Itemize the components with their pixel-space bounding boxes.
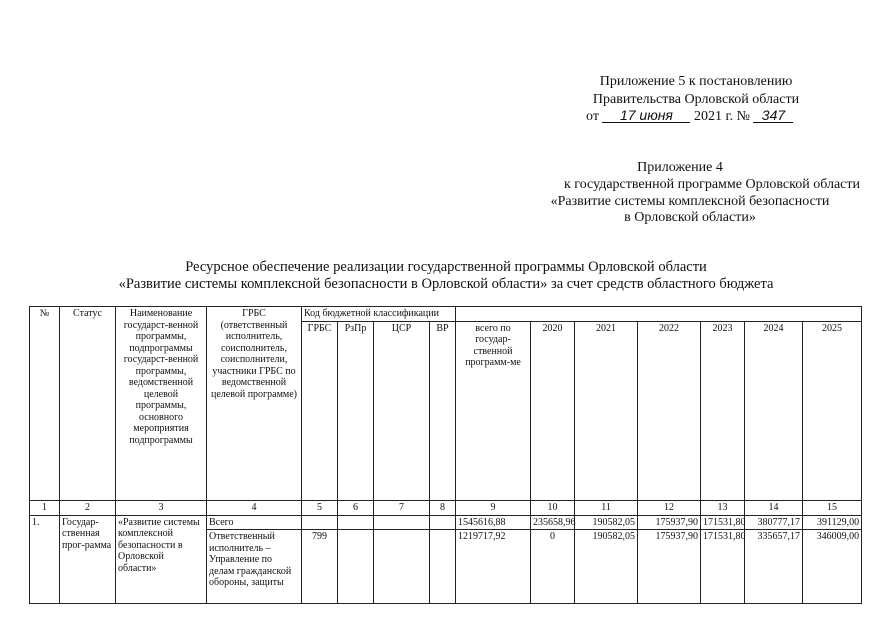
header-status: Статус — [60, 307, 116, 501]
col-number: 4 — [207, 500, 302, 515]
resource-table — [29, 306, 862, 604]
row-total-2025: 391129,00 — [803, 515, 862, 530]
col-number: 12 — [638, 500, 701, 515]
row-executor-sum: 1219717,92 — [456, 530, 531, 604]
row-executor-2024: 335657,17 — [745, 530, 803, 604]
document-title-line2: «Развитие системы комплексной безопасности в Орловской области» за счет средств областного бюджета — [118, 276, 774, 292]
row-status: Государ-ственная прог-рамма — [60, 515, 116, 604]
col-number: 13 — [701, 500, 745, 515]
row-total-2021: 190582,05 — [575, 515, 638, 530]
row-executor-2022: 175937,90 — [638, 530, 701, 604]
row-executor-2021: 190582,05 — [575, 530, 638, 604]
row-total-2022: 175937,90 — [638, 515, 701, 530]
row-executor-rzpr — [338, 530, 374, 604]
appendix4-line1: Приложение 4 — [637, 160, 723, 175]
row-program-name: «Развитие системы комплексной безопасности в Орловской области» — [116, 515, 207, 604]
handwritten-date: 17 июня — [602, 108, 690, 123]
row-num: 1. — [30, 515, 60, 604]
header-budget-code: Код бюджетной классификации — [302, 307, 456, 322]
col-number: 3 — [116, 500, 207, 515]
row-total-grbs-code — [302, 515, 338, 530]
row-executor-2020: 0 — [531, 530, 575, 604]
table-header-row-1 — [30, 307, 862, 322]
row-executor-vr — [430, 530, 456, 604]
row-total-csr — [374, 515, 430, 530]
header-num: № — [30, 307, 60, 501]
row-total-2024: 380777,17 — [745, 515, 803, 530]
header-2023: 2023 — [701, 321, 745, 500]
header-2025: 2025 — [803, 321, 862, 500]
col-number: 7 — [374, 500, 430, 515]
header-rzpr: РзПр — [338, 321, 374, 500]
row-total-2020: 235658,96 — [531, 515, 575, 530]
col-number: 15 — [803, 500, 862, 515]
col-number: 10 — [531, 500, 575, 515]
appendix4-line4: в Орловской области» — [624, 210, 756, 225]
col-number: 9 — [456, 500, 531, 515]
row-executor-csr — [374, 530, 430, 604]
appendix5-line2: Правительства Орловской области — [592, 92, 800, 107]
header-2024: 2024 — [745, 321, 803, 500]
row-total-vr — [430, 515, 456, 530]
header-2021: 2021 — [575, 321, 638, 500]
row-total-2023: 171531,80 — [701, 515, 745, 530]
row-executor-2023: 171531,80 — [701, 530, 745, 604]
row-executor-grbs-code: 799 — [302, 530, 338, 604]
col-number: 5 — [302, 500, 338, 515]
header-grbs: ГРБС (ответственный исполнитель, соисполнитель, соисполнители, участники ГРБС по ведомственной целевой программе) — [207, 307, 302, 501]
column-numbers-row — [30, 500, 862, 515]
row-executor-label: Ответственный исполнитель – Управление по делам гражданской обороны, защиты — [207, 530, 302, 604]
table-row-total — [30, 515, 862, 530]
handwritten-number: 347 — [753, 108, 793, 123]
col-number: 11 — [575, 500, 638, 515]
row-total-label: Всего — [207, 515, 302, 530]
header-funding-spacer — [456, 307, 862, 322]
appendix4-line3: «Развитие системы комплексной безопасности — [550, 194, 830, 209]
col-number: 8 — [430, 500, 456, 515]
from-label: от — [586, 109, 599, 124]
row-total-rzpr — [338, 515, 374, 530]
col-number: 14 — [745, 500, 803, 515]
appendix5-line1: Приложение 5 к постановлению — [599, 74, 793, 89]
col-number: 6 — [338, 500, 374, 515]
appendix4-line2: к государственной программе Орловской области — [564, 177, 860, 192]
appendix5-date-line — [586, 108, 816, 125]
year-label: 2021 г. № — [693, 109, 750, 124]
document-title-line1: Ресурсное обеспечение реализации государственной программы Орловской области — [185, 259, 707, 275]
header-total: всего по государ-ственной программ-ме — [456, 321, 531, 500]
header-grbs-code: ГРБС — [302, 321, 338, 500]
col-number: 1 — [30, 500, 60, 515]
header-2020: 2020 — [531, 321, 575, 500]
header-2022: 2022 — [638, 321, 701, 500]
col-number: 2 — [60, 500, 116, 515]
row-total-sum: 1545616,88 — [456, 515, 531, 530]
header-csr: ЦСР — [374, 321, 430, 500]
header-vr: ВР — [430, 321, 456, 500]
header-name: Наименование государст-венной программы, подпрограммы государст-венной программы, ведомственной целевой программы, основного мероприятия подпрограммы — [116, 307, 207, 501]
row-executor-2025: 346009,00 — [803, 530, 862, 604]
